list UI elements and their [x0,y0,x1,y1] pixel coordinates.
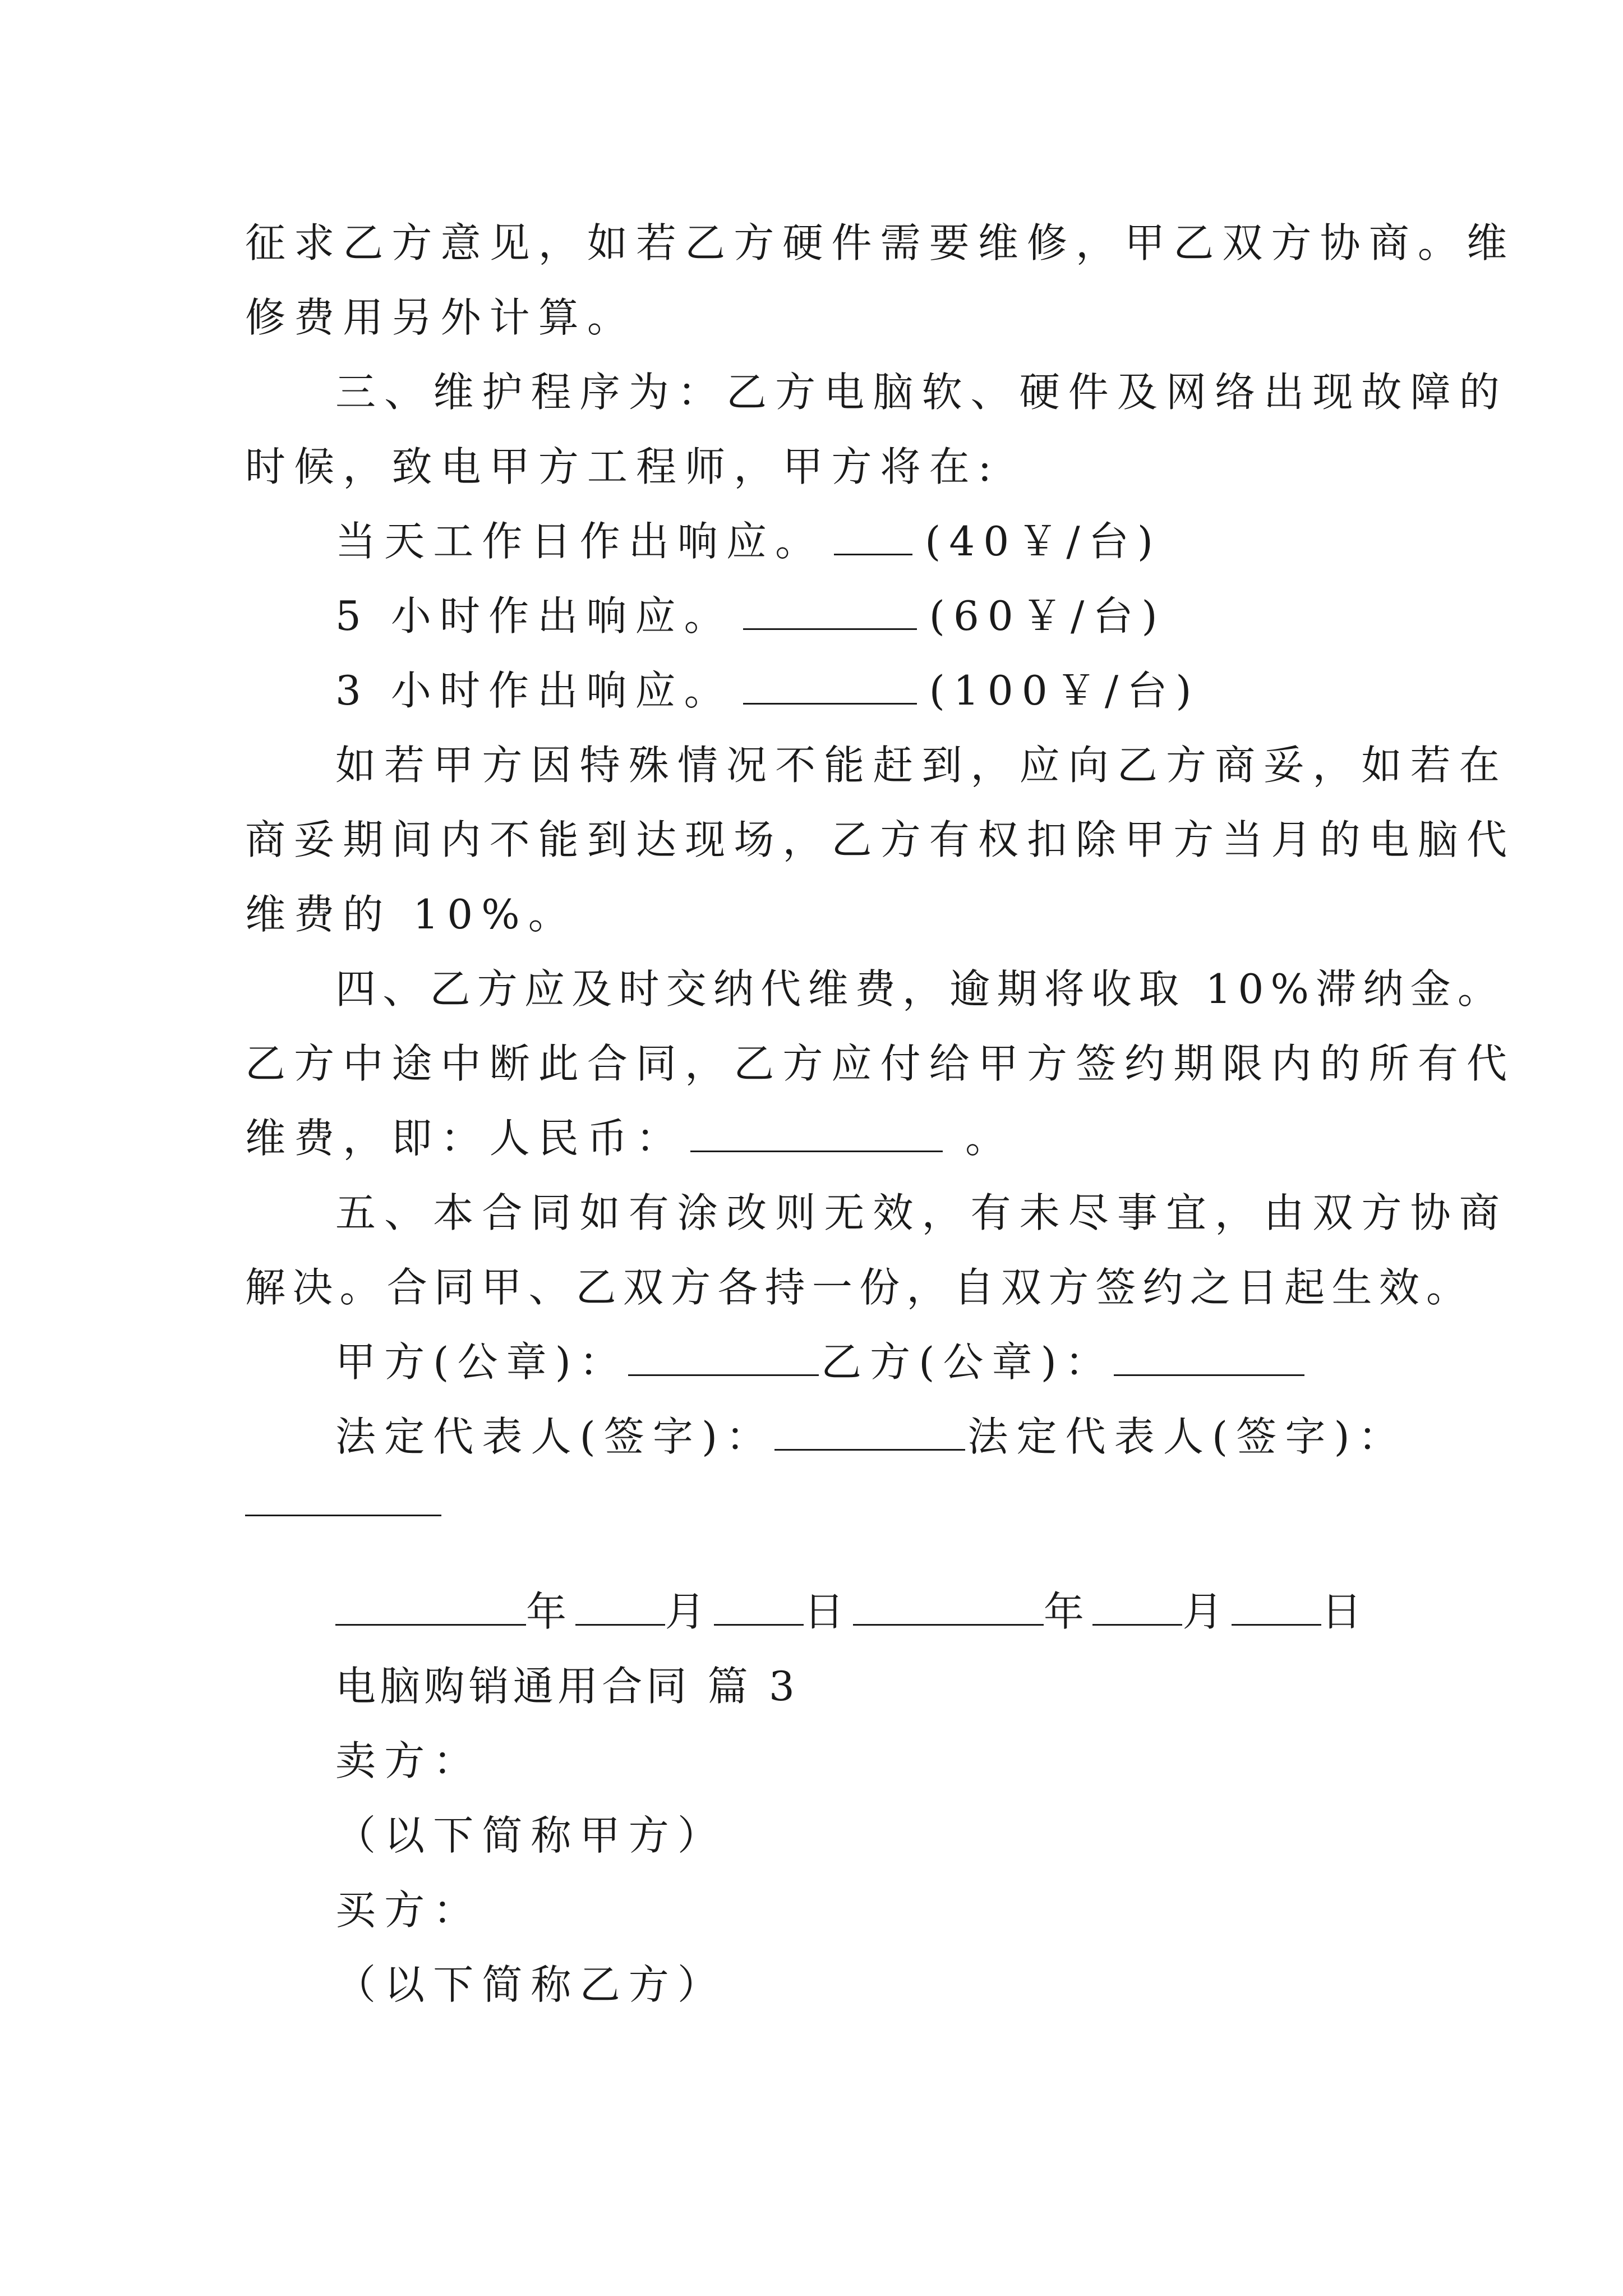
period: 。 [965,1115,1015,1162]
party-a-seal-label: 甲方(公章)： [335,1338,629,1386]
paragraph-line: 维费的 10%。 [245,891,577,938]
seal-line [335,1334,1304,1390]
buyer-label: 买方： [335,1887,482,1934]
paragraph-line: 修费用另外计算。 [245,294,636,341]
fill-blank [690,1118,943,1152]
fill-blank [245,1515,441,1516]
fill-blank [743,670,917,705]
fill-blank [1114,1342,1304,1376]
party-a-rep-label: 法定代表人(签字)： [335,1413,775,1460]
fill-blank [853,1591,1044,1626]
date-line [335,1584,1364,1640]
fill-blank [714,1591,804,1626]
response-option-label: 3 小时作出响应。 [335,667,733,714]
clause-four-line: 四、乙方应及时交纳代维费，逾期将收取 10%滞纳金。 [335,965,1505,1013]
fill-blank [834,521,912,555]
response-option-label: 5 小时作出响应。 [335,592,733,639]
paragraph-line: 商妥期间内不能到达现场，乙方有权扣除甲方当月的电脑代 [245,816,1516,863]
section-title: 电脑购销通用合同 篇 3 [335,1663,799,1710]
price-label: (100￥/台) [929,667,1200,714]
buyer-note: （以下简称乙方） [335,1961,726,2008]
price-label: (60￥/台) [929,592,1166,639]
clause-three-line: 三、维护程序为：乙方电脑软、硬件及网络出现故障的 [335,369,1508,416]
day-label: 日 [804,1588,846,1635]
fill-blank [743,596,917,630]
month-label: 月 [1182,1588,1225,1635]
clause-five-line: 五、本合同如有涂改则无效，有未尽事宜，由双方协商 [335,1189,1508,1236]
paragraph-line: 时候，致电甲方工程师，甲方将在: [245,443,1000,490]
fill-blank [1092,1591,1182,1626]
paragraph-line: 解决。合同甲、乙双方各持一份，自双方签约之日起生效。 [245,1264,1474,1311]
response-option-5h [335,588,1166,644]
paragraph-line: 如若甲方因特殊情况不能赶到，应向乙方商妥，如若在 [335,742,1508,789]
fill-blank [774,1416,965,1451]
payment-line [245,1110,1014,1166]
response-option-same-day [335,513,1161,569]
year-label: 年 [1043,1588,1086,1635]
paragraph-line: 征求乙方意见，如若乙方硬件需要维修，甲乙双方协商。维 [245,219,1516,266]
day-label: 日 [1321,1588,1364,1635]
response-option-3h [335,662,1200,719]
payment-label: 维费，即：人民币： [245,1115,685,1162]
response-option-label: 当天工作日作出响应。 [335,518,824,565]
fill-blank [1232,1591,1321,1626]
year-label: 年 [526,1588,569,1635]
party-b-seal-label: 乙方(公章)： [821,1338,1114,1386]
fill-blank [628,1342,819,1376]
seller-label: 卖方： [335,1737,482,1784]
party-b-rep-label: 法定代表人(签字)： [967,1413,1407,1460]
month-label: 月 [665,1588,708,1635]
price-label: (40￥/台) [925,518,1162,565]
paragraph-line: 乙方中途中断此合同，乙方应付给甲方签约期限内的所有代 [245,1040,1516,1087]
fill-blank [575,1591,665,1626]
seller-note: （以下简称甲方） [335,1812,726,1859]
fill-blank [335,1591,526,1626]
representative-line [335,1409,1407,1465]
